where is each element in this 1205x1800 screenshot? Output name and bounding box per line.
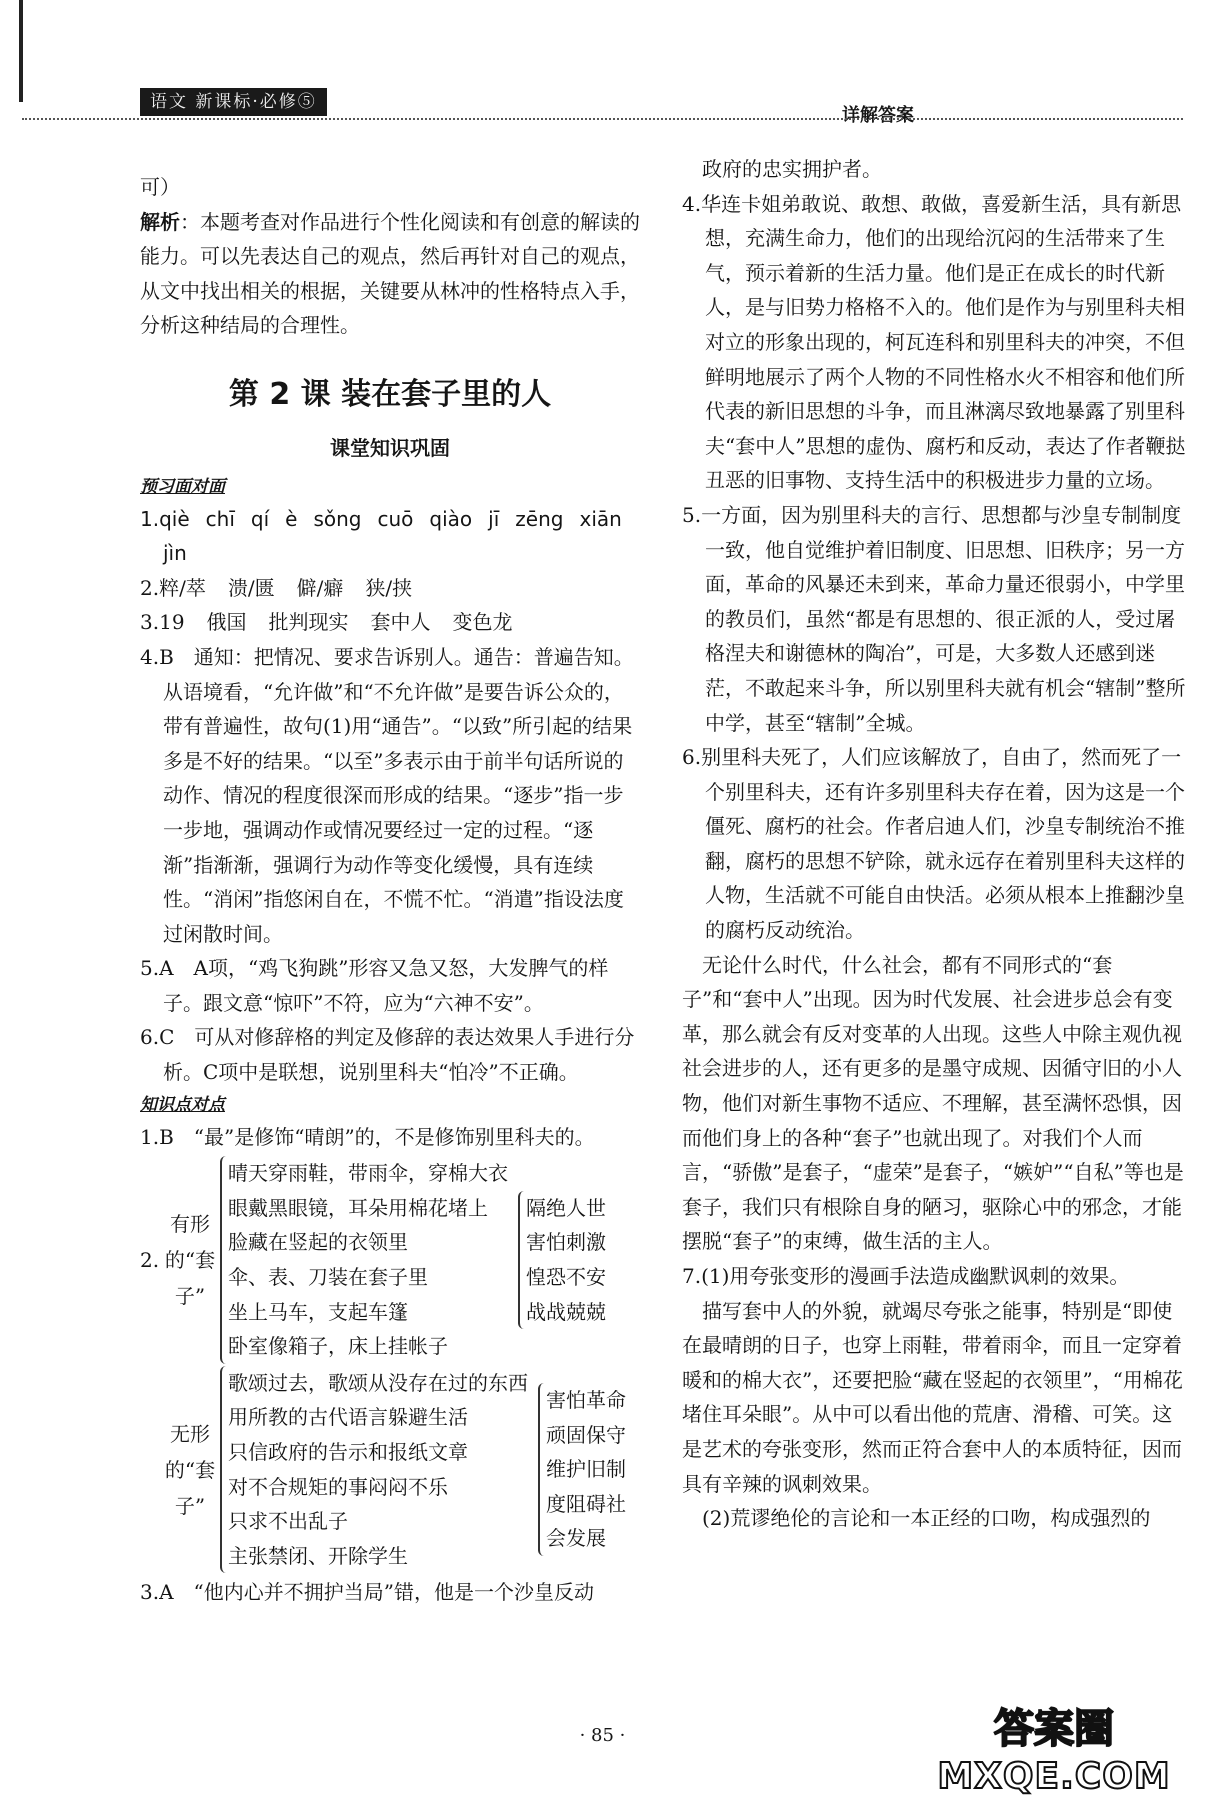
k1-answer: 1.B “最”是修饰“晴朗”的，不是修饰别里科夫的。 bbox=[140, 1124, 595, 1149]
tangible-item: 坐上马车，支起车篷 bbox=[228, 1299, 408, 1324]
pinyin-item: jī bbox=[488, 506, 500, 531]
watermark-site: MXQE.COM bbox=[937, 1756, 1171, 1797]
intangible-list bbox=[220, 1366, 528, 1574]
section-heading: 课堂知识巩固 bbox=[330, 435, 450, 460]
q3-item: 批判现实 bbox=[268, 610, 349, 635]
q2-item: 狭/挟 bbox=[365, 575, 413, 600]
intangible-item: 主张禁闭、开除学生 bbox=[228, 1543, 408, 1568]
pinyin-item: jìn bbox=[163, 541, 187, 566]
r6-continued: 无论什么时代，什么社会，都有不同形式的“套子”和“套中人”出现。因为时代发展、社会进步总会有变革，那么就会有反对变革的人出现。这些人中除主观仇视社会进步的人，还有更多的是墨守成规、因循守旧的小人物，他们对新生事物不适应、不理解，甚至满怀恐惧，因而他们身上的各种“套子”也就出现了。对我们个人而言，“骄傲”是套子，“虚荣”是套子，“嫉妒”“自私”等也是套子，我们只有根除自身的陋习，驱除心中的邪念，才能摆脱“套子”的束缚，做生活的主人。 bbox=[682, 952, 1184, 1254]
pinyin-item: cuō bbox=[377, 506, 414, 531]
intangible-item: 只信政府的告示和报纸文章 bbox=[228, 1440, 468, 1464]
tangible-result: 隔绝人世 bbox=[526, 1195, 606, 1220]
r6-answer: 6.别里科夫死了，人们应该解放了，自由了，然而死了一个别里科夫，还有许多别里科夫存在着，因为这是一个僵死、腐朽的社会。作者启迪人们，沙皇专制统治不推翻，腐朽的思想不铲除，就永远存在着别里科夫这样的人物，生活就不可能自由快活。必须从根本上推翻沙皇的腐朽反动统治。 bbox=[682, 745, 1185, 943]
k3-answer: 3.A “他内心并不拥护当局”错，他是一个沙皇反动 bbox=[140, 1580, 594, 1605]
q3-item: 套中人 bbox=[370, 610, 431, 635]
section-tag-knowledge: 知识点对点 bbox=[140, 1094, 225, 1115]
tangible-result: 惶恐不安 bbox=[526, 1265, 606, 1290]
continued-text: 可） bbox=[140, 175, 180, 199]
intangible-result: 会发展 bbox=[546, 1526, 606, 1551]
q1-pinyin-row bbox=[140, 502, 640, 571]
tangible-item: 卧室像箱子，床上挂帐子 bbox=[228, 1334, 448, 1359]
intangible-result: 维护旧制 bbox=[546, 1457, 626, 1482]
intangible-result: 顽固保守 bbox=[546, 1422, 626, 1447]
tangible-label: 有形的“套子” bbox=[164, 1212, 216, 1309]
series-label: 语文 新课标·必修⑤ bbox=[140, 88, 327, 116]
intangible-item: 对不合规矩的事闷闷不乐 bbox=[228, 1474, 448, 1499]
intangible-label: 无形的“套子” bbox=[164, 1421, 216, 1518]
section-tag-preview: 预习面对面 bbox=[140, 476, 225, 497]
tangible-item: 眼戴黑眼镜，耳朵用棉花堵上 bbox=[228, 1195, 488, 1220]
tangible-sleeves-group bbox=[140, 1156, 640, 1364]
tangible-item: 晴天穿雨鞋，带雨伞，穿棉大衣 bbox=[228, 1161, 508, 1186]
q2-item: 粹/萃 bbox=[159, 575, 206, 600]
r7-part2: (2)荒谬绝伦的言论和一本正经的口吻，构成强烈的 bbox=[702, 1506, 1151, 1531]
pinyin-item: xiān bbox=[579, 506, 622, 531]
header-divider bbox=[22, 118, 1183, 120]
q3-item: 俄国 bbox=[206, 610, 247, 635]
pinyin-item: zēng bbox=[515, 506, 564, 531]
watermark-logo bbox=[920, 1705, 1188, 1797]
watermark-brand: 答案圈 bbox=[994, 1706, 1114, 1752]
q5-answer: 5.A A项，“鸡飞狗跳”形容又急又怒，大发脾气的样子。跟文意“惊吓”不符，应为“六神不安”。 bbox=[140, 956, 609, 1015]
header-title: 详解答案 bbox=[842, 105, 914, 126]
left-column bbox=[140, 170, 640, 1610]
analysis-paragraph bbox=[140, 205, 640, 343]
intangible-results bbox=[538, 1383, 626, 1556]
q2-item: 僻/癖 bbox=[296, 575, 344, 600]
r7-part1: 7.(1)用夸张变形的漫画手法造成幽默讽刺的效果。 bbox=[682, 1264, 1130, 1288]
intangible-sleeves-group bbox=[140, 1366, 640, 1574]
q1-number: 1. bbox=[140, 506, 160, 531]
pinyin-item: è bbox=[285, 506, 298, 531]
intangible-item: 只求不出乱子 bbox=[228, 1509, 348, 1534]
r7-part1-text: 描写套中人的外貌，就竭尽夸张之能事，特别是“即使在最晴朗的日子，也穿上雨鞋，带着雨伞，而且一定穿着暖和的棉大衣”，还要把脸“藏在竖起的衣领里”，“用棉花堵住耳朵眼”。从中可以看出他的荒唐、滑稽、可笑。这是艺术的夸张变形，然而正符合套中人的本质特征，因而具有辛辣的讽刺效果。 bbox=[682, 1298, 1183, 1496]
right-column bbox=[682, 152, 1187, 1536]
q3-item: 变色龙 bbox=[452, 610, 513, 635]
k2-number: 2. bbox=[140, 1247, 160, 1272]
tangible-item: 脸藏在竖起的衣领里 bbox=[228, 1230, 408, 1255]
q3-row bbox=[140, 605, 640, 640]
intangible-result: 害怕革命 bbox=[546, 1388, 626, 1413]
intangible-item: 用所教的古代语言躲避生活 bbox=[228, 1405, 468, 1430]
analysis-label: 解析 bbox=[140, 209, 180, 234]
q2-row bbox=[140, 571, 640, 606]
continued-text-right: 政府的忠实拥护者。 bbox=[702, 157, 882, 181]
page-edge-line bbox=[19, 0, 23, 102]
q3-number: 3. bbox=[140, 610, 160, 635]
r5-answer: 5.一方面，因为别里科夫的言行、思想都与沙皇专制制度一致，他自觉维护着旧制度、旧思想、旧秩序；另一方面，革命的风暴还未到来，革命力量还很弱小，中学里的教员们，虽然“都是有思想的、很正派的人，受过屠格涅夫和谢德林的陶冶”，可是，大多数人还感到迷茫，不敢起来斗争，所以别里科夫就有机会“辖制”整所中学，甚至“辖制”全城。 bbox=[682, 502, 1186, 735]
pinyin-item: sǒng bbox=[313, 506, 362, 531]
tangible-item: 伞、表、刀装在套子里 bbox=[228, 1265, 428, 1290]
q2-number: 2. bbox=[140, 575, 160, 600]
analysis-text: ：本题考查对作品进行个性化阅读和有创意的解读的能力。可以先表达自己的观点，然后再针对自己的观点，从文中找出相关的根据，关键要从林冲的性格特点入手，分析这种结局的合理性。 bbox=[140, 209, 640, 338]
tangible-list bbox=[220, 1156, 508, 1364]
pinyin-item: chī bbox=[205, 506, 235, 531]
intangible-result: 度阻碍社 bbox=[546, 1491, 626, 1516]
q4-answer: 4.B 通知：把情况、要求告诉别人。通告：普遍告知。从语境看，“允许做”和“不允许做”是要告诉公众的，带有普遍性，故句(1)用“通告”。“以致”所引起的结果多是不好的结果。“以至”多表示由于前半句话所说的动作、情况的程度很深而形成的结果。“逐步”指一步一步地，强调动作或情况要经过一定的过程。“逐渐”指渐渐，强调行为动作等变化缓慢，具有连续性。“消闲”指悠闲自在，不慌不忙。“消遣”指设法度过闲散时间。 bbox=[140, 644, 634, 946]
q2-item: 溃/匮 bbox=[227, 575, 275, 600]
pinyin-item: qiào bbox=[429, 506, 473, 531]
pinyin-item: qiè bbox=[159, 506, 190, 531]
q3-item: 19 bbox=[159, 610, 185, 635]
pinyin-item: qí bbox=[250, 506, 270, 531]
page-number: · 85 · bbox=[579, 1725, 626, 1746]
lesson-title: 第 2 课 装在套子里的人 bbox=[228, 376, 552, 412]
tangible-result: 害怕刺激 bbox=[526, 1230, 606, 1255]
tangible-result: 战战兢兢 bbox=[526, 1299, 606, 1324]
q6-answer: 6.C 可从对修辞格的判定及修辞的表达效果人手进行分析。C项中是联想，说别里科夫“怕冷”不正确。 bbox=[140, 1025, 635, 1085]
r4-answer: 4.华连卡姐弟敢说、敢想、敢做，喜爱新生活，具有新思想，充满生命力，他们的出现给沉闷的生活带来了生气，预示着新的生活力量。他们是正在成长的时代新人，是与旧势力格格不入的。他们是作为与别里科夫相对立的形象出现的，柯瓦连科和别里科夫的冲突，不但鲜明地展示了两个人物的不同性格水火不相容和他们所代表的新旧思想的斗争，而且淋漓尽致地暴露了别里科夫“套中人”思想的虚伪、腐朽和反动，表达了作者鞭挞丑恶的旧事物、支持生活中的积极进步力量的立场。 bbox=[682, 191, 1186, 493]
tangible-results bbox=[518, 1191, 606, 1329]
intangible-item: 歌颂过去，歌颂从没存在过的东西 bbox=[228, 1370, 528, 1395]
